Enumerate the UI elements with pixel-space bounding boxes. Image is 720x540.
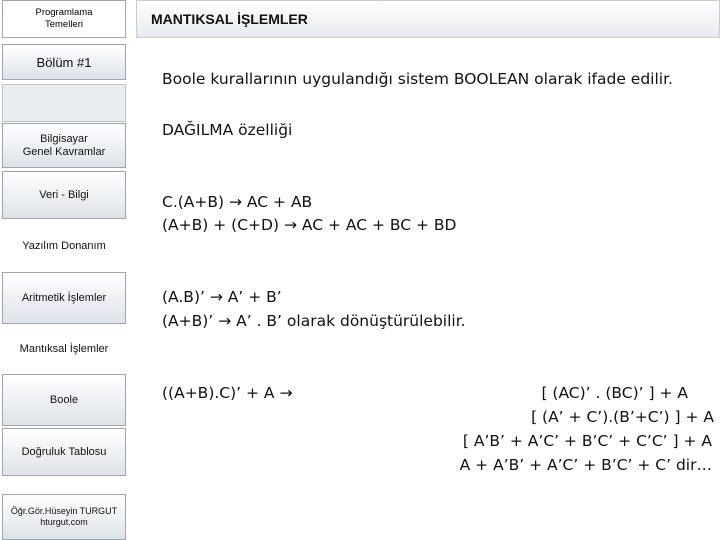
equation-3 — [162, 288, 282, 306]
property-heading: DAĞILMA özelliği — [162, 121, 293, 139]
arrow-icon: → — [229, 193, 242, 211]
section-label-logic-operations: Mantıksal İşlemler — [19, 343, 109, 355]
equation-1 — [162, 193, 312, 211]
sidebar — [0, 0, 128, 540]
eq1-right: AC + AB — [242, 193, 313, 211]
intro-bold-boole: Boole — [162, 70, 206, 88]
arrow-icon: → — [283, 216, 297, 234]
eq2-left: (A+B) + (C+D) — [162, 216, 284, 234]
course-title-line1: Programlama — [35, 7, 93, 18]
author-name: Öğr.Gör.Hüseyin TURGUT — [10, 506, 118, 516]
arrow-icon: → — [279, 384, 293, 402]
sidebar-item-computer-concepts[interactable] — [2, 123, 126, 168]
derivation-step-1: [ (AC)’ . (BC)’ ] + A — [541, 384, 688, 402]
author-box[interactable] — [2, 494, 126, 540]
blank-nav-box — [2, 84, 126, 122]
arrow-icon: → — [218, 312, 232, 330]
equation-4 — [162, 312, 466, 330]
sidebar-item-truth-table[interactable] — [2, 428, 126, 476]
sidebar-item-label: Boole — [49, 393, 79, 406]
intro-mid: kurallarının uygulandığı sistem — [205, 70, 454, 88]
eq5-left: ((A+B).C)’ + A — [162, 384, 280, 402]
sidebar-item-label: Genel Kavramlar — [22, 145, 106, 158]
sidebar-item-label: Bilgisayar — [40, 132, 88, 145]
header-bar — [136, 0, 720, 38]
equation-2 — [162, 216, 456, 234]
eq3-left: (A.B)’ — [162, 288, 210, 306]
page-title: MANTIKSAL İŞLEMLER — [151, 11, 308, 27]
eq4-right: A’ . B’ olarak dönüştürülebilir. — [231, 312, 466, 330]
intro-bold-boolean: BOOLEAN — [453, 70, 530, 88]
eq3-right: A’ + B’ — [222, 288, 282, 306]
sidebar-item-label: Veri - Bilgi — [39, 188, 89, 201]
equation-5 — [162, 384, 292, 402]
course-title-line2: Temelleri — [44, 19, 83, 30]
sidebar-item-boole[interactable] — [2, 374, 126, 426]
sidebar-item-data-info[interactable] — [2, 171, 126, 219]
section-label-software-hardware: Yazılım Donanım — [22, 240, 106, 252]
sidebar-item-label: Doğruluk Tablosu — [21, 445, 107, 458]
chapter-button[interactable] — [2, 44, 126, 80]
sidebar-item-label: Aritmetik İşlemler — [21, 291, 107, 304]
course-title-box[interactable] — [2, 0, 126, 38]
author-site: hturgut.com — [40, 517, 88, 527]
eq2-right: AC + AC + BC + BD — [296, 216, 457, 234]
derivation-step-4: A + A’B’ + A’C’ + B’C’ + C’ dir… — [459, 456, 712, 474]
sidebar-item-arithmetic[interactable] — [2, 272, 126, 324]
eq4-left: (A+B)’ — [162, 312, 219, 330]
arrow-icon: → — [209, 288, 223, 306]
intro-text — [162, 70, 673, 88]
derivation-step-2: [ (A’ + C’).(B’+C’) ] + A — [531, 408, 714, 426]
eq1-left: C.(A+B) — [162, 193, 229, 211]
chapter-label: Bölüm #1 — [36, 54, 92, 70]
intro-end: olarak ifade edilir. — [529, 70, 673, 88]
derivation-step-3: [ A’B’ + A’C’ + B’C’ + C’C’ ] + A — [462, 432, 712, 450]
